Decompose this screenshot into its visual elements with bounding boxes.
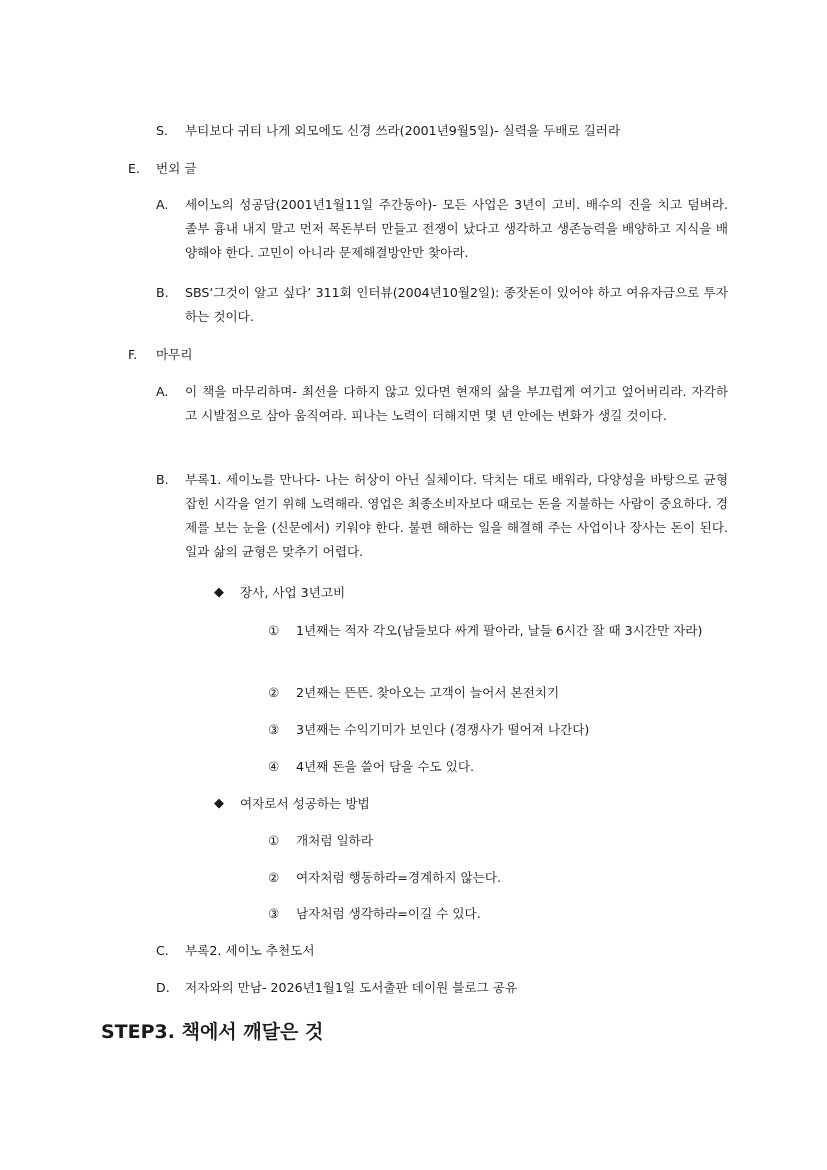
list-item-text: 저자와의 만남- 2026년1월1일 도서출판 데이원 블로그 공유 bbox=[185, 980, 518, 995]
list-marker: ② bbox=[268, 685, 280, 700]
list-item-text: 4년째 돈을 쓸어 담을 수도 있다. bbox=[296, 759, 475, 774]
list-item-text: 1년째는 적자 각오(남들보다 싸게 팔아라, 날들 6시간 잘 때 3시간만 자라) bbox=[296, 623, 703, 638]
list-item-text: 남자처럼 생각하라=이길 수 있다. bbox=[296, 906, 481, 921]
list-marker: S. bbox=[156, 123, 168, 138]
list-item-text: 3년째는 수익기미가 보인다 (경쟁사가 떨어져 나간다) bbox=[296, 722, 590, 737]
list-item-text: 부티보다 귀티 나게 외모에도 신경 쓰라(2001년9월5일)- 실력을 두배로 길러라 bbox=[185, 123, 621, 138]
list-item-text: 부록2. 세이노 추천도서 bbox=[185, 943, 315, 958]
list-item-text: SBS‘그것이 알고 싶다’ 311회 인터뷰(2004년10월2일): 종잣돈이 있어야 하고 여유자금으로 투자하는 것이다. bbox=[185, 285, 728, 324]
list-marker: B. bbox=[156, 472, 169, 487]
list-marker: B. bbox=[156, 285, 169, 300]
diamond-bullet-icon: ◆ bbox=[214, 796, 224, 811]
section-title: 번외 글 bbox=[156, 161, 197, 176]
list-item-text: 2년째는 뜬뜬. 찾아오는 고객이 늘어서 본전치기 bbox=[296, 685, 560, 700]
list-marker: ③ bbox=[268, 722, 280, 737]
list-marker: ① bbox=[268, 623, 280, 638]
list-marker: ② bbox=[268, 870, 280, 885]
list-marker: ① bbox=[268, 833, 280, 848]
section-marker: E. bbox=[128, 161, 140, 176]
list-item-text: 개처럼 일하라 bbox=[296, 833, 373, 848]
list-marker: A. bbox=[156, 384, 169, 399]
list-item-text: 세이노의 성공담(2001년1월11일 주간동아)- 모든 사업은 3년이 고비. 배수의 진을 치고 덤벼라. 졸부 흉내 내지 말고 먼저 목돈부터 만들고 전쟁이 났다고 생각하고 생존능력을 배양하고 지식을 배양해야 한다. 고민이 아니라 문제해결방안만 찾아라. bbox=[185, 197, 728, 260]
list-item-text: 이 책을 마무리하며- 최선을 다하지 않고 있다면 현재의 삶을 부끄럽게 여기고 엎어버리라. 자각하고 시발점으로 삼아 움직여라. 피나는 노력이 더해지면 몇 년 안에는 변화가 생길 것이다. bbox=[185, 384, 728, 423]
section-heading: STEP3. 책에서 깨달은 것 bbox=[101, 1021, 324, 1043]
list-marker: D. bbox=[156, 980, 170, 995]
list-item-text: 여자처럼 행동하라=경계하지 않는다. bbox=[296, 870, 502, 885]
list-marker: ④ bbox=[268, 759, 280, 774]
list-marker: A. bbox=[156, 197, 169, 212]
section-marker: F. bbox=[128, 347, 138, 362]
diamond-bullet-icon: ◆ bbox=[214, 585, 224, 600]
bullet-title: 장사, 사업 3년고비 bbox=[240, 585, 346, 600]
list-marker: ③ bbox=[268, 906, 280, 921]
bullet-title: 여자로서 성공하는 방법 bbox=[240, 796, 370, 811]
list-marker: C. bbox=[156, 943, 169, 958]
list-item-text: 부록1. 세이노를 만나다- 나는 허상이 아닌 실체이다. 닥치는 대로 배워라, 다양성을 바탕으로 균형 잡힌 시각을 얻기 위해 노력해라. 영업은 최종소비자보다 때로는 돈을 지불하는 사람이 중요하다. 경제를 보는 눈을 (신문에서) 키워야 한다. 불편 해하는 일을 해결해 주는 사업이나 장사는 돈이 된다. 일과 삶의 균형은 맞추기 어렵다. bbox=[185, 472, 728, 559]
section-title: 마무리 bbox=[156, 347, 193, 362]
